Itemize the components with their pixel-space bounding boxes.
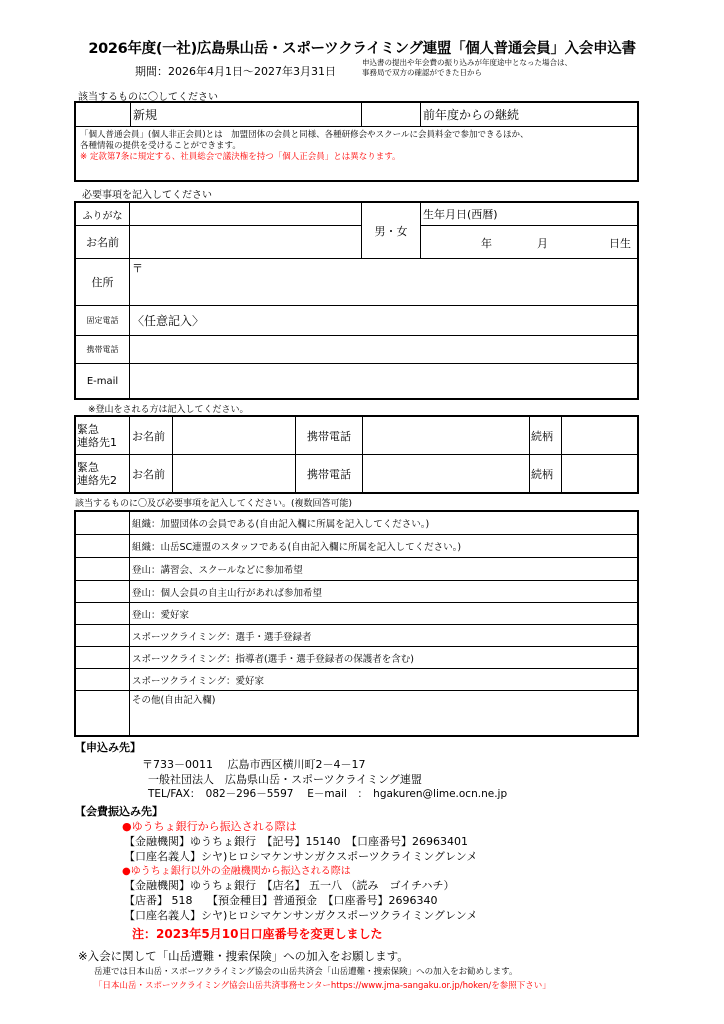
email-field[interactable] (130, 364, 638, 399)
membership-instruction: 該当するものに〇してください (78, 92, 218, 103)
checklist-item: 組織：加盟団体の会員である(自由記入欄に所属を記入してください。) (130, 512, 638, 535)
other-bank-line2: 【店番】 518 【預金種目】普通預金 【口座番号】2696340 (124, 894, 438, 907)
checklist-row (76, 647, 638, 669)
name-label: お名前 (76, 226, 130, 259)
period-note (362, 58, 572, 78)
address-label: 住所 (76, 259, 130, 306)
postal-mark: 〒 (132, 262, 143, 275)
emergency-relation-label-1: 続柄 (530, 417, 562, 455)
checklist-row (76, 669, 638, 691)
checklist-row (76, 558, 638, 581)
name-field[interactable] (130, 226, 362, 259)
form-title: 2026年度(一社)広島県山岳・スポーツクライミング連盟「個人普通会員」入会申込書 (88, 41, 636, 57)
checklist-row (76, 512, 638, 535)
landline-label: 固定電話 (76, 306, 130, 336)
checklist-mark-cell[interactable] (76, 625, 130, 647)
email-label: E-mail (76, 364, 130, 399)
account-change-note: 注：2023年5月10日口座番号を変更しました (132, 927, 383, 941)
checklist-other-field[interactable] (130, 691, 638, 736)
emergency-relation-label-2: 続柄 (530, 455, 562, 493)
checklist-mark-cell[interactable] (76, 669, 130, 691)
new-check-cell[interactable] (76, 103, 131, 127)
yucho-line1: 【金融機関】ゆうちょ銀行 【記号】15140 【口座番号】26963401 (124, 835, 468, 848)
gender-selector[interactable]: 男・女 (362, 203, 421, 259)
apply-address: 〒733－0011 広島市西区横川町2－4－17 (142, 758, 366, 771)
checklist-item: 組織：山岳SC連盟のスタッフである(自由記入欄に所属を記入してください。) (130, 535, 638, 558)
apply-contact: TEL/FAX： 082－296－5597 E－mail ： hgakuren@lime.ocn.ne.jp (148, 788, 508, 800)
option-new: 新規 (131, 103, 362, 127)
desc-line1: 「個人普通会員」(個人非正会員)とは 加盟団体の会員と同様、各種研修会やスクールに会員料金で参加できるほか、 (80, 130, 529, 140)
emergency-row-1 (76, 417, 638, 455)
checklist-mark-cell[interactable] (76, 535, 130, 558)
other-bank-heading: ●ゆうちょ銀行以外の金融機関から振込される際は (122, 866, 351, 877)
checklist-item: スポーツクライミング：指導者(選手・選手登録者の保護者を含む) (130, 647, 638, 669)
checklist-table (75, 511, 638, 736)
insurance-line2: 「日本山岳・スポーツクライミング協会山岳共済事務センターhttps://www.jma-sangaku.or.jp/hoken/を参照下さい」 (94, 981, 551, 991)
emergency-label-1 (76, 417, 130, 455)
period-note-line2: 事務局で双方の確認ができた日から (362, 68, 482, 77)
landline-optional-hint: 〈任意記入〉 (132, 314, 205, 328)
emergency-label-2-line2: 連絡先2 (77, 473, 117, 487)
birthdate-field[interactable] (421, 226, 638, 259)
checklist-row (76, 625, 638, 647)
insurance-heading: ※入会に関して「山岳遭難・捜索保険」への加入をお願します。 (78, 949, 409, 963)
emergency-phone-field-2[interactable] (363, 455, 530, 493)
payment-heading: 【会費振込み先】 (75, 805, 163, 818)
checklist-row (76, 581, 638, 603)
checklist-row-other (76, 691, 638, 736)
checklist-item: 登山：講習会、スクールなどに参加希望 (130, 558, 638, 581)
emergency-phone-field-1[interactable] (363, 417, 530, 455)
yucho-heading: ●ゆうちょ銀行から振込される際は (122, 820, 297, 833)
emergency-label-2-line1: 緊急 (77, 460, 99, 474)
membership-description (76, 127, 638, 181)
emergency-label-1-line2: 連絡先1 (77, 435, 117, 449)
checklist-mark-cell[interactable] (76, 581, 130, 603)
mobile-label: 携帯電話 (76, 336, 130, 364)
emergency-table (75, 416, 638, 493)
membership-table (75, 102, 638, 181)
emergency-relation-field-2[interactable] (562, 455, 638, 493)
checklist-item: スポーツクライミング：選手・選手登録者 (130, 625, 638, 647)
checklist-row (76, 603, 638, 625)
emergency-name-label-2: お名前 (130, 455, 173, 493)
other-bank-line1: 【金融機関】ゆうちょ銀行 【店名】 五一八 （読み ゴイチハチ） (124, 879, 455, 892)
emergency-note: ※登山をされる方は記入してください。 (88, 405, 249, 415)
option-continue: 前年度からの継続 (421, 103, 638, 127)
emergency-name-label-1: お名前 (130, 417, 173, 455)
checklist-item: スポーツクライミング：愛好家 (130, 669, 638, 691)
emergency-row-2 (76, 455, 638, 493)
birth-month-label: 月 (537, 237, 548, 250)
emergency-label-1-line1: 緊急 (77, 422, 99, 436)
checklist-mark-cell[interactable] (76, 691, 130, 736)
other-bank-line3: 【口座名義人】シヤ)ヒロシマケンサンガクスポーツクライミングレンメ (124, 909, 478, 922)
personal-table (75, 202, 638, 399)
continue-check-cell[interactable] (362, 103, 421, 127)
personal-instruction: 必要事項を記入してください (82, 190, 212, 201)
apply-heading: 【申込み先】 (75, 741, 141, 754)
checklist-mark-cell[interactable] (76, 512, 130, 535)
emergency-label-2 (76, 455, 130, 493)
checklist-row (76, 535, 638, 558)
checklist-item: 登山：愛好家 (130, 603, 638, 625)
landline-field[interactable] (130, 306, 638, 336)
emergency-phone-label-1: 携帯電話 (296, 417, 363, 455)
emergency-phone-label-2: 携帯電話 (296, 455, 363, 493)
yucho-line2: 【口座名義人】シヤ)ヒロシマケンサンガクスポーツクライミングレンメ (124, 850, 478, 863)
emergency-relation-field-1[interactable] (562, 417, 638, 455)
checklist-other-label: その他(自由記入欄) (132, 695, 216, 706)
birthdate-label: 生年月日(西暦) (421, 203, 638, 226)
insurance-line1: 岳連では日本山岳・スポーツクライミング協会の山岳共済会「山岳遭難・捜索保険」への加入をお勧めします。 (94, 967, 518, 977)
furigana-label: ふりがな (76, 203, 130, 226)
checklist-item: 登山：個人会員の自主山行があれば参加希望 (130, 581, 638, 603)
desc-line2: 各種情報の提供を受けることができます。 (80, 141, 241, 151)
membership-period: 期間：2026年4月1日～2027年3月31日 (135, 65, 336, 78)
address-field[interactable] (130, 259, 638, 306)
birth-year-label: 年 (481, 237, 492, 250)
mobile-field[interactable] (130, 336, 638, 364)
emergency-name-field-2[interactable] (173, 455, 296, 493)
period-note-line1: 申込書の提出や年会費の振り込みが年度途中となった場合は、 (362, 58, 572, 67)
desc-note: ※ 定款第7条に規定する、社員総会で議決権を持つ「個人正会員」とは異なります。 (80, 152, 401, 162)
checklist-instruction: 該当するものに〇及び必要事項を記入してください。(複数回答可能) (75, 499, 353, 509)
birth-day-label: 日生 (609, 237, 631, 250)
apply-org: 一般社団法人 広島県山岳・スポーツクライミング連盟 (148, 773, 422, 786)
checklist-mark-cell[interactable] (76, 558, 130, 581)
checklist-mark-cell[interactable] (76, 647, 130, 669)
checklist-mark-cell[interactable] (76, 603, 130, 625)
furigana-field[interactable] (130, 203, 362, 226)
emergency-name-field-1[interactable] (173, 417, 296, 455)
